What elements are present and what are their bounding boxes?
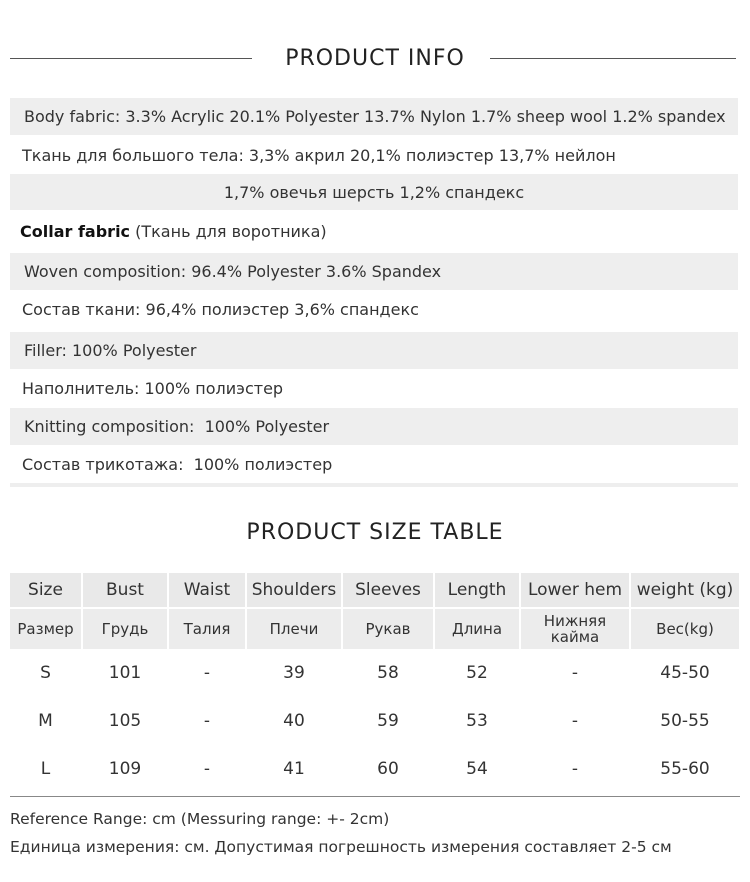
table-cell: L: [10, 745, 82, 793]
size-table: [10, 573, 741, 793]
header-sleeves: Sleeves: [342, 573, 434, 608]
header-ru-waist: Талия: [168, 608, 246, 649]
header-ru-weight: Вес(kg): [630, 608, 740, 649]
filler-ru-row: [10, 370, 738, 407]
table-cell: 60: [342, 745, 434, 793]
knitting-composition-ru-row: [10, 446, 738, 483]
table-cell: -: [168, 649, 246, 697]
woven-composition-ru-text: Состав ткани: 96,4% полиэстер 3,6% спандекс: [22, 300, 419, 319]
knitting-composition-row: [10, 408, 738, 445]
table-cell: -: [520, 649, 630, 697]
collar-fabric-row: [10, 212, 738, 250]
table-cell: 52: [434, 649, 520, 697]
table-divider: [10, 796, 740, 797]
woven-composition-text: Woven composition: 96.4% Polyester 3.6% Spandex: [24, 262, 442, 281]
knitting-composition-ru-text: Состав трикотажа: 100% полиэстер: [22, 455, 333, 474]
header-lower-hem: Lower hem: [520, 573, 630, 608]
header-length: Length: [434, 573, 520, 608]
woven-composition-row: [10, 253, 738, 290]
table-cell: 109: [82, 745, 168, 793]
body-fabric-row: [10, 98, 738, 135]
size-table-header-ru-row: [10, 608, 740, 649]
table-cell: M: [10, 697, 82, 745]
body-fabric-ru-row: [10, 137, 738, 173]
table-cell: 40: [246, 697, 342, 745]
title-divider-right: [490, 58, 736, 59]
table-cell: -: [520, 697, 630, 745]
woven-composition-ru-row: [10, 291, 738, 328]
filler-ru-text: Наполнитель: 100% полиэстер: [22, 379, 284, 398]
table-cell: 101: [82, 649, 168, 697]
collar-fabric-ru: (Ткань для воротника): [130, 221, 327, 241]
reference-range-note: Reference Range: cm (Messuring range: +- 2cm): [10, 810, 390, 828]
table-row: [10, 649, 740, 697]
filler-row: [10, 332, 738, 369]
header-bust: Bust: [82, 573, 168, 608]
table-cell: 45-50: [630, 649, 740, 697]
body-fabric-ru-text: Ткань для большого тела: 3,3% акрил 20,1% полиэстер 13,7% нейлон: [22, 145, 616, 165]
table-cell: -: [168, 697, 246, 745]
size-table-title: PRODUCT SIZE TABLE: [246, 520, 504, 545]
header-waist: Waist: [168, 573, 246, 608]
table-cell: 54: [434, 745, 520, 793]
table-cell: 50-55: [630, 697, 740, 745]
table-cell: 59: [342, 697, 434, 745]
header-weight: weight (kg): [630, 573, 740, 608]
header-ru-sleeves: Рукав: [342, 608, 434, 649]
header-ru-lower-hem: Нижняя кайма: [520, 608, 630, 649]
product-info-title: PRODUCT INFO: [285, 46, 465, 71]
body-fabric-text: Body fabric: 3.3% Acrylic 20.1% Polyester 13.7% Nylon 1.7% sheep wool 1.2% spandex: [24, 107, 726, 126]
header-ru-length: Длина: [434, 608, 520, 649]
table-cell: 58: [342, 649, 434, 697]
header-size: Size: [10, 573, 82, 608]
table-cell: 39: [246, 649, 342, 697]
body-fabric-ru-row-2: [10, 174, 738, 210]
info-bottom-band: [10, 483, 738, 487]
knitting-composition-text: Knitting composition: 100% Polyester: [24, 417, 330, 436]
reference-range-note-ru: Единица измерения: см. Допустимая погрешность измерения составляет 2-5 см: [10, 838, 672, 856]
header-ru-shoulders: Плечи: [246, 608, 342, 649]
table-cell: S: [10, 649, 82, 697]
table-cell: 105: [82, 697, 168, 745]
header-ru-size: Размер: [10, 608, 82, 649]
size-table-header-row: [10, 573, 740, 608]
collar-fabric-label: Collar fabric: [20, 221, 131, 241]
table-cell: 41: [246, 745, 342, 793]
table-cell: 53: [434, 697, 520, 745]
table-cell: -: [168, 745, 246, 793]
header-shoulders: Shoulders: [246, 573, 342, 608]
filler-text: Filler: 100% Polyester: [24, 341, 197, 360]
table-row: [10, 745, 740, 793]
body-fabric-ru-text-2: 1,7% овечья шерсть 1,2% спандекс: [223, 182, 525, 202]
table-cell: -: [520, 745, 630, 793]
table-cell: 55-60: [630, 745, 740, 793]
header-ru-bust: Грудь: [82, 608, 168, 649]
table-row: [10, 697, 740, 745]
